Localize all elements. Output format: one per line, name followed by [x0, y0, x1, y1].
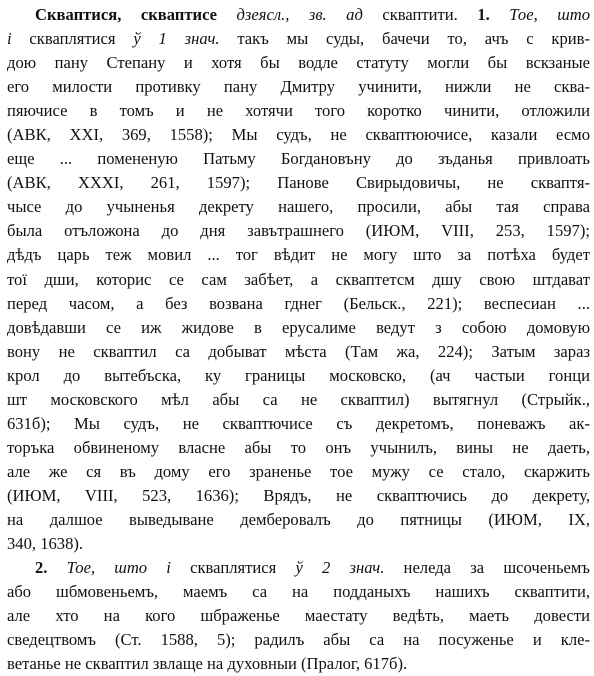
text-line — [7, 195, 590, 219]
text-line — [7, 316, 590, 340]
text-line — [7, 460, 590, 484]
text-line — [7, 484, 590, 508]
italic-text: ў 1 знач. — [133, 29, 220, 49]
body-text: але же ся въ дому его зраненье тое мужу се стало, скаржить — [7, 461, 590, 481]
body-text: скваплятися — [11, 29, 134, 49]
entry-sense-1 — [7, 3, 590, 556]
body-text: перед часом, а без возвана гднег (Бельск., 221); веспесиан ... — [7, 293, 590, 313]
body-text: сведецтвомъ (Ст. 1588, 5); радилъ абы са на посуженье и кле- — [7, 630, 590, 650]
italic-text: і — [7, 29, 12, 49]
text-line — [7, 628, 590, 652]
body-text: (ИЮМ, VIII, 523, 1636); Врядъ, не скваптючись до декрету, — [7, 485, 590, 505]
body-text — [47, 558, 66, 577]
body-text: его милости противку пану Дмитру учинити, нижли не сква- — [7, 77, 590, 97]
dictionary-page — [7, 3, 590, 676]
text-line — [7, 388, 590, 412]
headword-text: Скваптися, скваптисе — [35, 5, 218, 24]
body-text: скваптити. — [362, 5, 478, 24]
text-line — [7, 147, 590, 171]
body-text: неледа за шсоченьемъ — [384, 558, 590, 578]
body-text: шт московского мѣл абы са не скваптил) вытягнул (Стрыйк., — [7, 389, 590, 409]
text-line — [7, 171, 590, 195]
text-line — [7, 580, 590, 604]
headword-text: 1. — [477, 5, 490, 24]
body-text — [490, 5, 510, 24]
italic-text: Тое, што і — [66, 558, 171, 578]
body-text: на далшое выведыване демберовалъ до пятницы (ИЮМ, IX, — [7, 509, 590, 529]
body-text: дѣдъ царь теж мовил ... тог вѣдит не могу што за потѣха будет — [7, 245, 590, 265]
body-text: (АВК, XXI, 369, 1558); Мы судъ, не скваптюючисе, казали есмо — [7, 125, 590, 145]
headword-text: 2. — [35, 558, 48, 578]
text-line — [7, 340, 590, 364]
text-line — [7, 51, 590, 75]
body-text: 340, 1638). — [7, 534, 84, 554]
text-line — [7, 364, 590, 388]
text-line — [7, 75, 590, 99]
text-line — [7, 292, 590, 316]
italic-text: Тое, што — [509, 5, 590, 24]
body-text: ветанье не скваптил звлаще на духовныи (Пралог, 617б). — [7, 654, 408, 674]
text-line — [7, 556, 590, 580]
text-line — [7, 652, 590, 676]
text-line — [7, 532, 590, 556]
body-text: торъка обвиненому власне абы то онъ учынилъ, вины не даеть, — [7, 437, 590, 457]
body-text — [217, 5, 237, 24]
body-text: (АВК, XXXI, 261, 1597); Панове Свирыдовичы, не скваптя- — [7, 173, 590, 193]
text-line — [7, 412, 590, 436]
text-line — [7, 268, 590, 292]
italic-text: дзеясл., зв. ад — [236, 5, 363, 24]
body-text: дою пану Степану и хотя бы водле статуту могли бы вскзаные — [7, 53, 590, 73]
body-text: была отъложона до дня завътрашнего (ИЮМ, VIII, 253, 1597); — [7, 221, 590, 241]
body-text: еще ... помененую Патьму Богдановъну до зъданья привлоать — [7, 149, 590, 169]
body-text: крол до вытебъска, ку границы московско, (ач частыи гонци — [7, 365, 590, 385]
text-line — [7, 436, 590, 460]
text-line — [7, 123, 590, 147]
entry-sense-2 — [7, 556, 590, 676]
text-line — [7, 219, 590, 243]
text-line — [7, 99, 590, 123]
body-text: пяючисе в томъ и не хотячи того коротко чинити, отложили — [7, 101, 590, 121]
italic-text: ў 2 знач. — [295, 558, 385, 578]
text-line — [7, 243, 590, 267]
body-text: 631б); Мы судъ, не скваптючисе съ декретомъ, поневажъ ак- — [7, 413, 590, 433]
body-text: тої дши, которис се сам забѣет, а скваптетсм дшу свою штдават — [7, 269, 590, 289]
body-text: такъ мы суды, бачечи то, ачъ с крив- — [219, 29, 590, 49]
text-line — [7, 27, 590, 51]
body-text: вону не скваптил са добыват мѣста (Там жа, 224); Затым зараз — [7, 341, 590, 361]
body-text: чысе до учыненья декрету нашего, просили, абы тая справа — [7, 197, 590, 217]
body-text: довѣдавши се иж жидове в ерусалиме ведут з собою домовую — [7, 317, 590, 337]
text-line — [7, 508, 590, 532]
text-line — [7, 3, 590, 27]
body-text: скваплятися — [170, 558, 296, 578]
body-text: або шбмовеньемъ, маемъ са на подданыхъ нашихъ скваптити, — [7, 582, 590, 602]
body-text: але хто на кого шбраженье маестату ведѣть, маеть довести — [7, 606, 590, 626]
text-line — [7, 604, 590, 628]
